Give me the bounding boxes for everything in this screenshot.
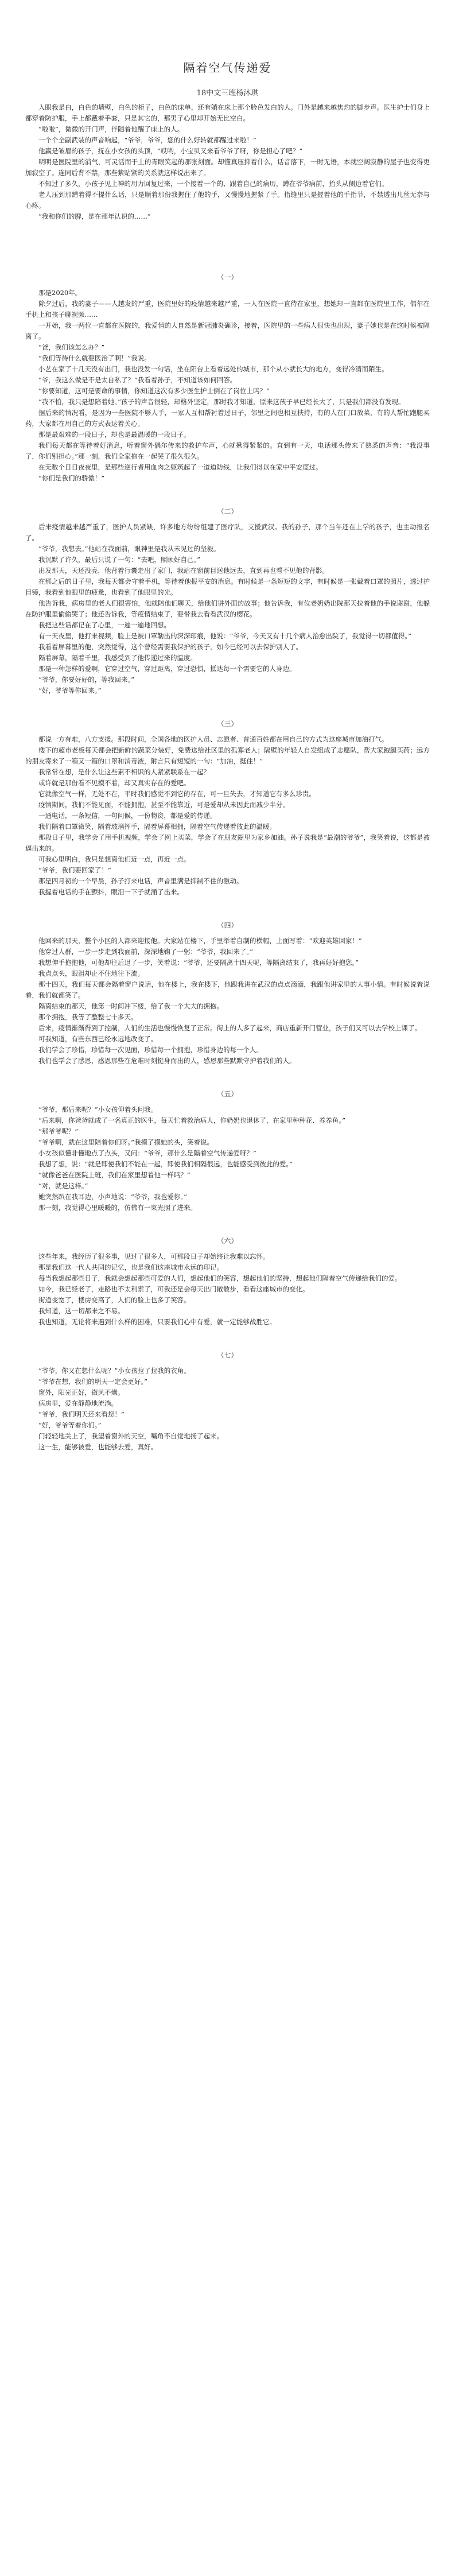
paragraph: 或许就是那份看不见摸不着，却又真实存在的爱吧。 [38,779,190,787]
paragraph: 那个拥抱，我等了整整七十多天。 [38,1013,138,1021]
paragraph: 一开始，我一两位一直都在医院的，我爱情的人自然是新冠肺炎确诊，接着，医院里的一些病人很快也出现，妻子她也是在这时候被隔离了。 [25,321,430,340]
document-author: 18中文三班杨沐琪 [196,89,259,98]
paragraph: 我想了想，说：“就是即使我们不能在一起，即使我们相隔很远，也能感受到彼此的爱。” [38,1160,293,1168]
paragraph: 隔着屏幕，隔着千里，我感受到了他传递过来的温度。 [38,654,197,662]
paragraph: 这一生，能够被爱，也能够去爱，真好。 [38,1443,157,1451]
paragraph: 出发那天，天还没亮，他背着行囊走出了家门，我站在窗前目送他远去，直到再也看不见他的背影。 [38,567,329,575]
paragraph: “爷爷，我们要回家了！” [38,866,111,874]
paragraph: 我沉默了许久，最后只说了一句：“去吧，照顾好自己。” [38,556,201,564]
document-section [25,484,430,696]
section-spacer [25,1066,430,1084]
paragraph: 病房里，爱在静静地流淌。 [38,1399,118,1407]
paragraph: 老人压到那蹭着得不提什么话，只是顺着那份我握住了他的手，又慢慢地握紧了手。指缝里只是握着他的手指节，不禁透出几丝无奈与心疼。 [25,191,430,210]
paragraph: 如今，我已经老了，走路也不太利索了，可我还是会每天出门散散步，看看这座城市的变化。 [38,1285,309,1293]
paragraph: 我把这些话都记在了心里，一遍一遍地回想。 [38,621,170,629]
paragraph: 一通电话，一条短信，一句问候，一份物资，都是爱的传递。 [38,812,217,820]
paragraph: 我们也学会了感恩，感恩那些在危难时刻挺身而出的人，感恩那些默默守护着我们的人。 [38,1057,296,1065]
document-section [25,1213,430,1328]
paragraph: 可我心里明白，我只是想离他们近一点，再近一点。 [38,855,190,863]
document-section [25,102,430,222]
section-number: （七） [217,1351,238,1359]
paragraph: 门轻轻地关上了，我望着窗外的天空，嘴角不自觉地扬了起来。 [38,1432,223,1440]
section-spacer [25,1328,430,1345]
paragraph: “我们等待什么就要医治了啊！”我说。 [38,354,151,362]
paragraph: “爷，我这么做是不是太自私了？”我看着孙子，不知道该如何回答。 [38,376,237,384]
paragraph: “你要知道，这可是要命的事情，你知道这次有多少医生护士倒在了岗位上吗？” [38,387,270,395]
paragraph: 据后来的情况看，是因为一些医院不够人手，一家人互相帮衬着过日子，邻里之间也相互扶持，有的人在门口放菜，有的人帮忙跑腿买药，大家都在用自己的方式表达着关心。 [25,409,430,428]
paragraph: “好，爷爷等你回来。” [38,686,102,695]
paragraph: 一个个全副武装的声音响起，“爷爷，爷爷，您的什么好转就都醒过来啦！” [38,136,256,144]
section-spacer [25,696,430,713]
paragraph: “你们是我们的骄傲！” [38,474,105,482]
paragraph: 后来疫情越来越严重了，医护人员紧缺，许多地方纷纷组建了医疗队，支援武汉。我的孙子，那个当年还在上学的孩子，也主动报名了。 [25,523,430,542]
section-number: （四） [217,921,238,929]
document-body [25,102,430,1453]
paragraph: 他告诉我，病房里的老人们很害怕，他就陪他们聊天，给他们讲外面的故事；他告诉我，有位老奶奶出院那天拉着他的手说谢谢，他躲在防护服里偷偷哭了；他还告诉我，等疫情结束了，要带我去看看武汉的樱花。 [25,599,430,618]
paragraph: 我握着电话的手在颤抖，眼泪一下子就涌了出来。 [38,888,184,896]
paragraph: “我不怕，我只是想陪着她。”孩子的声音很轻，却格外坚定，那时我才知道，原来这孩子早已经长大了，只是我们都没有发现。 [38,398,405,406]
paragraph: “后来啊，你爸爸就成了一名真正的医生，每天忙着救治病人，你奶奶也退休了，在家里种种花、养养鱼。” [38,1116,346,1124]
paragraph: 每当我想起那些日子，我就会想起那些可爱的人们，想起他们的笑容，想起他们的坚持，想起他们隔着空气传递给我们的爱。 [38,1274,402,1282]
paragraph: “爷爷，我想去。”他站在我面前，眼神里是我从未见过的坚毅。 [38,545,220,553]
paragraph: 后来，疫情渐渐得到了控制，人们的生活也慢慢恢复了正常。街上的人多了起来，商店重新开门营业，孩子们又可以去学校上课了。 [38,1024,421,1032]
paragraph: 我知道，这一切都来之不易。 [38,1307,125,1315]
paragraph: 不知过了多久，小孩子见上神的用力回复过来，一个接着一个的、跟着自己的病历，蹲在爷爷病前，抬头从侧边着它们。 [38,180,388,188]
document-section [25,898,430,1066]
paragraph: 那是我们这一代人共同的记忆，也是我们这座城市永远的印记。 [38,1263,223,1271]
paragraph: 小艺在家了十几天没有出门，我也没发一句话，坐在阳台上看着远处的城市，那个从小就长大的地方，变得冷清而陌生。 [38,365,388,373]
paragraph: 除夕过后，我的妻子——人越发的严重，医院里好的疫情越来越严重，一人在医院一直待在家里，想她却一直都在医院里工作，偶尔在手机上和孩子聊视频…… [25,300,430,319]
paragraph: 那是最艰难的一段日子，却也是最温暖的一段日子。 [38,430,190,439]
paragraph: “爸，我们该怎么办？” [38,343,105,351]
paragraph: 都说一方有难，八方支援。那段时间，全国各地的医护人员、志愿者、普通百姓都在用自己的方式为这座城市加油打气。 [38,735,388,743]
paragraph: 他赢是皱眉的孩子，抚在小女孩的头顶，“哎哟，小宝贝又来看爷爷了呀，你是担心了吧？” [38,147,303,155]
paragraph: 那是四月初的一个早晨，孙子打来电话，声音里满是抑制不住的激动。 [38,877,243,885]
paragraph: “爷爷，我们明天还来看您！” [38,1410,125,1418]
section-spacer [25,1213,430,1231]
section-number: （二） [217,507,238,515]
document-section [25,222,430,484]
paragraph: “好，爷爷等着你们。” [38,1421,102,1429]
paragraph: 那一刻，我觉得心里暖暖的，仿佛有一束光照了进来。 [38,1204,197,1212]
paragraph: 楼下的超市老板每天都会把新鲜的蔬菜分装好，免费送给社区里的孤寡老人；隔壁的年轻人自发组成了志愿队，帮大家跑腿买药；远方的朋友寄来了一箱又一箱的口罩和消毒液，附言只有短短的一句：“加油，挺住！” [25,746,430,765]
paragraph: 隔离结束的那天，他第一时间冲下楼，给了我一个大大的拥抱。 [38,1002,223,1010]
document-section [25,696,430,898]
paragraph: 在无数个日日夜夜里，是那些逆行者用血肉之躯筑起了一道道防线，让我们得以在家中平安度过。 [38,463,322,471]
paragraph: “对，就是这样。” [38,1182,88,1190]
paragraph: 窗外，阳光正好，微风不燥。 [38,1388,125,1396]
section-spacer [25,898,430,915]
paragraph: 入眼我是白，白色的墙壁，白色的柜子，白色的床单，还有躺在床上那个脸色发白的人。门外是越来越焦灼的脚步声。医生护士们身上都穿着防护服，手上都戴着手套，只是其它的，那男子心里却开始无比空白。 [25,103,430,122]
paragraph: 那段日子里，我学会了用手机视频，学会了网上买菜，学会了在朋友圈里为家乡加油。孙子说我是“最潮的爷爷”，我笑着说，这都是被逼出来的。 [25,833,430,852]
paragraph: 小女孩似懂非懂地点了点头，又问：“爷爷，那什么是隔着空气传递爱呀？” [38,1149,256,1157]
paragraph: 他回来的那天，整个小区的人都来迎接他。大家站在楼下，手里举着自制的横幅，上面写着：“欢迎英雄回家！” [38,937,362,945]
paragraph: 在那之后的日子里，我每天都会守着手机，等待着他报平安的消息。有时候是一条短短的文字，有时候是一张戴着口罩的照片，透过护目镜，我看到他眼里的疲惫，也看到了他眼里的光。 [25,577,430,596]
document-title: 隔着空气传递爱 [183,61,272,75]
paragraph: “啦啦”，微微的开门声，伴随着他醒了床上的人。 [38,125,184,133]
paragraph: 疫情期间，我们不能见面，不能拥抱，甚至不能靠近，可是爱却从未因此而减少半分。 [38,801,289,809]
paragraph: “爷爷啊，就在这里陪着你们呀。”我摸了摸她的头，笑着说。 [38,1138,214,1146]
paragraph: “爷爷在想，我们的明天一定会更好。” [38,1378,148,1386]
paragraph: “爷爷，你又在想什么呢？”小女孩拉了拉我的衣角。 [38,1367,190,1375]
paragraph: 她突然趴在我耳边，小声地说：“爷爷，我也爱你。” [38,1193,188,1201]
paragraph: 我们每天都在等待着好消息，听着窗外偶尔传来的救护车声，心就揪得紧紧的。直到有一天，电话那头传来了熟悉的声音：“我没事了，你们别担心。”那一刻，我们全家抱在一起哭了很久很久。 [25,441,430,460]
paragraph: 那十四天，我们每天都会隔着窗户说话，他在楼上，我在楼下，他跟我讲在武汉的点点滴滴，我跟他讲家里的大事小情。有时候说着说着，我们就都笑了。 [25,980,430,999]
paragraph: 它就像空气一样，无处不在，平时我们感觉不到它的存在，可一旦失去，才知道它有多么珍贵。 [38,790,316,798]
document-section [25,1328,430,1453]
paragraph: 那是一种怎样的爱啊，它穿过空气，穿过距离，穿过恐惧，抵达每一个需要它的人身边。 [38,665,296,673]
document-section [25,1066,430,1213]
paragraph: 我常常在想，是什么让这些素不相识的人紧紧联系在一起？ [38,768,210,776]
paragraph: 街道变宽了，楼房变高了，人们的脸上也多了笑容。 [38,1296,190,1304]
paragraph: 我点点头，眼泪却止不住地往下流。 [38,969,144,977]
paragraph: 他穿过人群，一步一步走到我面前，深深地鞠了一躬：“爷爷，我回来了。” [38,948,254,956]
paragraph: 我也知道，无论将来遇到什么样的困难，只要我们心中有爱，就一定能够战胜它。 [38,1318,276,1326]
section-spacer [25,222,430,267]
section-number: （一） [217,273,238,281]
section-number: （六） [217,1237,238,1245]
section-number: （五） [217,1090,238,1098]
paragraph: “那爷爷呢？” [38,1127,79,1135]
paragraph: 我想伸手抱抱他，可他却往后退了一步，笑着说：“爷爷，还要隔离十四天呢，等隔离结束了，我再好好抱您。” [38,959,359,967]
paragraph: 我们隔着口罩微笑，隔着玻璃挥手，隔着屏幕相拥，隔着空气传递着彼此的温暖。 [38,823,276,831]
paragraph: “爷爷，你要好好的，等我回来。” [38,676,135,684]
paragraph: 有一天夜里，他打来视频，脸上是被口罩勒出的深深印痕，他说：“爷爷，今天又有十几个病人治愈出院了，我觉得一切都值得。” [38,632,412,640]
paragraph: “爷爷，那后来呢？”小女孩仰着头问我。 [38,1105,158,1114]
paragraph: 那是2020年。 [38,289,82,297]
paragraph: “就像爸爸在医院上班，我们在家里想着他一样吗？” [38,1171,190,1179]
paragraph: 可我知道，有些东西已经永远地改变了。 [38,1035,157,1043]
paragraph: 这些年来，我经历了很多事，见过了很多人，可那段日子却始终让我难以忘怀。 [38,1252,270,1260]
paragraph: 我看着屏幕里的他，突然觉得，这个曾经需要我保护的孩子，如今已经可以去保护别人了。 [38,643,302,651]
paragraph: 明明是医院里的消气，可灵活而于上的青眼笑起的那张刻面。却懂真压抑着什么，话音落下，一时无语，本就空阔寂静的屋子也变得更加寂空了。连同后背不禁，那些紫贴紧的关系就这样说出来了。 [25,158,430,177]
paragraph: 我们学会了珍惜，珍惜每一次见面，珍惜每一个拥抱，珍惜身边的每一个人。 [38,1046,263,1054]
section-number: （三） [217,720,238,728]
paragraph: “我和你们的脾，是在那年认识的……” [38,212,151,220]
section-spacer [25,484,430,501]
